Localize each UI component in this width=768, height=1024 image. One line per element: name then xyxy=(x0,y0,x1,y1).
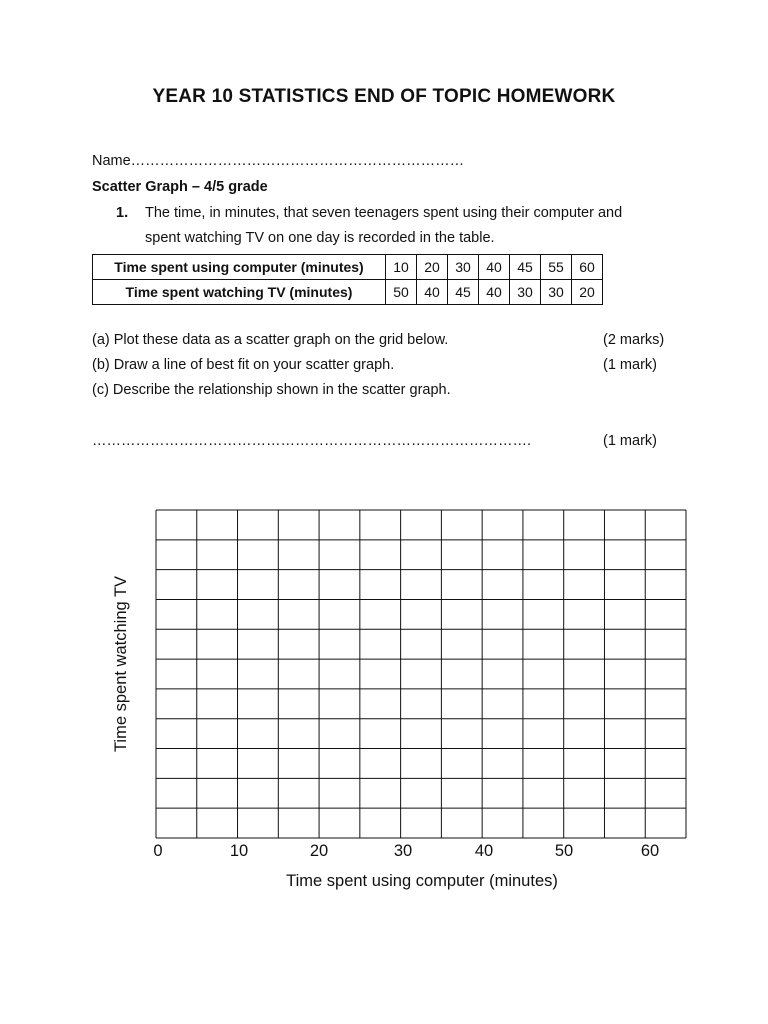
table-row xyxy=(93,255,603,280)
table-row xyxy=(93,280,603,305)
part-c-text: (c) Describe the relationship shown in the scatter graph. xyxy=(92,382,451,398)
x-tick-label: 40 xyxy=(474,842,494,860)
table-cell: 20 xyxy=(572,280,603,305)
part-b-text: (b) Draw a line of best fit on your scatter graph. xyxy=(92,357,395,373)
question-text-line-2: spent watching TV on one day is recorded in the table. xyxy=(145,230,495,246)
data-table xyxy=(92,254,603,305)
name-field[interactable]: Name…………………………………………………………… xyxy=(92,153,465,169)
table-cell: 55 xyxy=(541,255,572,280)
row-header-tv: Time spent watching TV (minutes) xyxy=(93,280,386,305)
x-axis-label: Time spent using computer (minutes) xyxy=(286,872,558,890)
row-header-computer: Time spent using computer (minutes) xyxy=(93,255,386,280)
section-heading: Scatter Graph – 4/5 grade xyxy=(92,179,268,195)
answer-line[interactable]: ………………………………………………………………………………. xyxy=(92,433,532,449)
scatter-grid[interactable] xyxy=(100,500,720,900)
table-cell: 30 xyxy=(510,280,541,305)
x-axis-ticks xyxy=(153,842,659,860)
table-cell: 30 xyxy=(541,280,572,305)
x-tick-label: 0 xyxy=(153,842,163,860)
part-c-marks: (1 mark) xyxy=(603,433,657,449)
question-text-line-1: The time, in minutes, that seven teenagers spent using their computer and xyxy=(145,205,623,221)
x-tick-label: 30 xyxy=(393,842,413,860)
table-cell: 40 xyxy=(479,280,510,305)
x-tick-label: 20 xyxy=(309,842,329,860)
question-number: 1. xyxy=(116,205,129,221)
table-cell: 60 xyxy=(572,255,603,280)
table-cell: 40 xyxy=(479,255,510,280)
part-a-marks: (2 marks) xyxy=(603,332,665,348)
x-tick-label: 10 xyxy=(229,842,249,860)
table-cell: 45 xyxy=(448,280,479,305)
table-cell: 30 xyxy=(448,255,479,280)
table-cell: 10 xyxy=(386,255,417,280)
scatter-grid-container xyxy=(100,500,720,905)
part-b-marks: (1 mark) xyxy=(603,357,657,373)
x-tick-label: 50 xyxy=(554,842,574,860)
page-title: YEAR 10 STATISTICS END OF TOPIC HOMEWORK xyxy=(152,86,616,107)
table-cell: 40 xyxy=(417,280,448,305)
table-cell: 50 xyxy=(386,280,417,305)
table-cell: 20 xyxy=(417,255,448,280)
grid-lines xyxy=(156,510,686,838)
x-tick-label: 60 xyxy=(640,842,660,860)
y-axis-label: Time spent watching TV xyxy=(112,575,130,753)
part-a-text: (a) Plot these data as a scatter graph on the grid below. xyxy=(92,332,449,348)
table-cell: 45 xyxy=(510,255,541,280)
